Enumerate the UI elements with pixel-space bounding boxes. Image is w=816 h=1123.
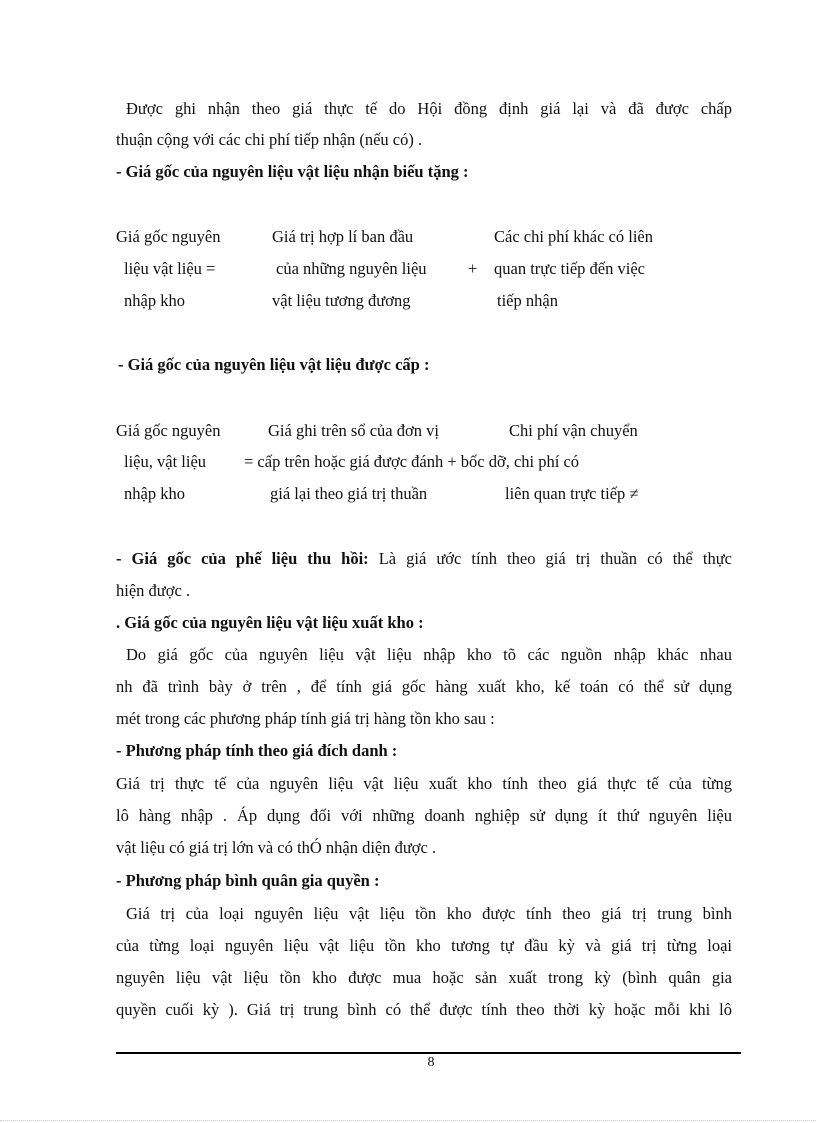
paragraph-line: Giá trị thực tế của nguyên liệu vật liệu xuất kho tính theo giá thực tế của từng (116, 774, 732, 793)
paragraph-line: mét trong các phương pháp tính giá trị hàng tồn kho sau : (116, 709, 495, 728)
section-heading: - Phương pháp tính theo giá đích danh : (116, 741, 398, 760)
formula-term: liên quan trực tiếp ≠ (505, 484, 639, 503)
paragraph-line: Giá trị của loại nguyên liệu vật liệu tồn kho được tính theo giá trị trung bình (126, 904, 732, 923)
scrap-heading: - Giá gốc của phế liệu thu hồi: (116, 549, 369, 568)
paragraph-line: vật liệu có giá trị lớn và có thÓ nhận diện được . (116, 838, 437, 857)
paragraph-line: nguyên liệu vật liệu tồn kho được mua hoặc sản xuất trong kỳ (bình quân gia (116, 968, 732, 987)
paragraph-line: Được ghi nhận theo giá thực tế do Hội đồng định giá lại và đã được chấp (126, 99, 732, 118)
formula-term: quan trực tiếp đến việc (494, 259, 645, 278)
formula-term: của những nguyên liệu (276, 259, 427, 278)
paragraph-line: hiện được . (116, 581, 191, 600)
page-number: 8 (427, 1055, 435, 1070)
paragraph-line: Do giá gốc của nguyên liệu vật liệu nhập kho tõ các nguồn nhập khác nhau (126, 645, 732, 664)
section-heading: - Giá gốc của nguyên liệu vật liệu được cấp : (118, 355, 430, 374)
formula-term: liệu vật liệu = (124, 259, 216, 278)
formula-term: = cấp trên hoặc giá được đánh + bốc dỡ, chi phí có (244, 452, 580, 471)
formula-term: Giá gốc nguyên (116, 227, 221, 246)
page-boundary (0, 1120, 816, 1121)
section-heading: - Giá gốc của nguyên liệu vật liệu nhận biếu tặng : (116, 162, 469, 181)
scrap-text: Là giá ước tính theo giá trị thuần có thể thực (368, 549, 732, 568)
formula-term: liệu, vật liệu (124, 452, 207, 471)
paragraph-line: của từng loại nguyên liệu vật liệu tồn kho tương tự đầu kỳ và giá trị từng loại (116, 936, 732, 955)
formula-term: nhập kho (124, 291, 185, 310)
formula-term: Giá trị hợp lí ban đầu (272, 227, 414, 246)
formula-term: Giá ghi trên sổ của đơn vị (268, 421, 439, 440)
formula-term: nhập kho (124, 484, 185, 503)
plus-sign: + (468, 259, 478, 278)
formula-term: vật liệu tương đương (272, 291, 411, 310)
paragraph-line: quyền cuối kỳ ). Giá trị trung bình có thể được tính theo thời kỳ hoặc mỗi khi lô (116, 1000, 732, 1019)
paragraph-line: thuận cộng với các chi phí tiếp nhận (nếu có) . (116, 130, 423, 149)
formula-term: tiếp nhận (497, 291, 558, 310)
section-heading: - Phương pháp bình quân gia quyền : (116, 871, 380, 890)
formula-term: Các chi phí khác có liên (494, 227, 653, 246)
paragraph-line (116, 549, 732, 569)
paragraph-line: nh đã trình bày ở trên , để tính giá gốc hàng xuất kho, kế toán có thể sử dụng (116, 677, 732, 696)
formula-term: Chi phí vận chuyển (509, 421, 638, 440)
paragraph-line: lô hàng nhập . Áp dụng đối với những doanh nghiệp sử dụng ít thứ nguyên liệu (116, 806, 732, 825)
section-heading: . Giá gốc của nguyên liệu vật liệu xuất kho : (116, 613, 424, 632)
formula-term: giá lại theo giá trị thuần (270, 484, 428, 503)
formula-term: Giá gốc nguyên (116, 421, 221, 440)
footer-rule (116, 1052, 741, 1054)
